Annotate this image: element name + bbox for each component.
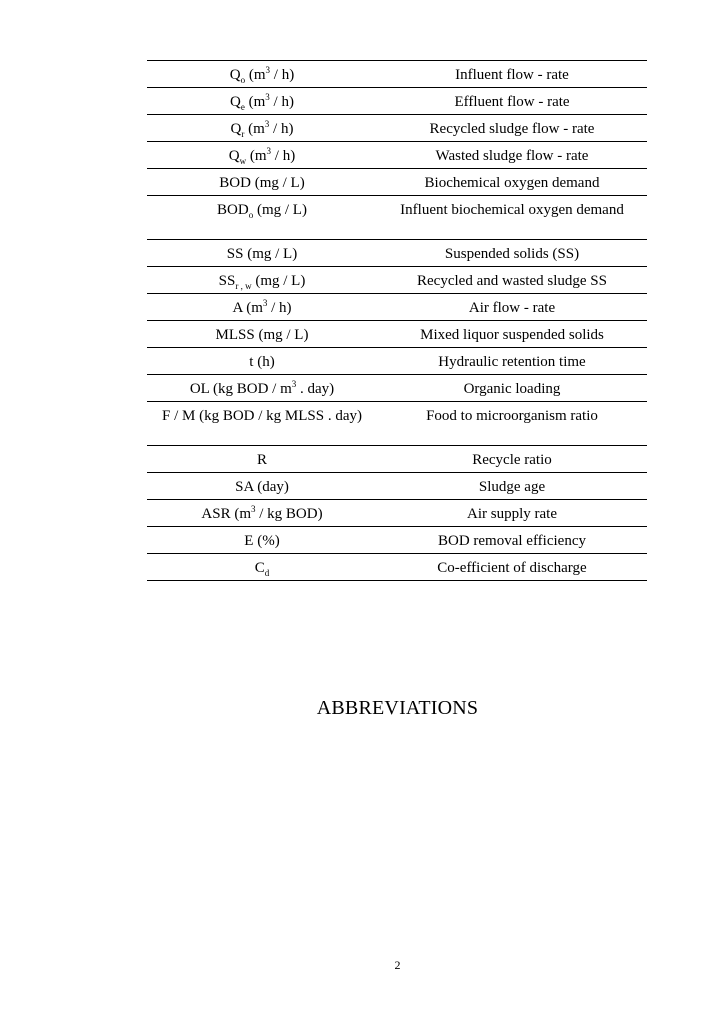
table-row — [147, 402, 647, 446]
symbol-tail: . day) — [296, 381, 335, 397]
symbol-text — [249, 352, 274, 372]
description-cell: Air supply rate — [377, 500, 647, 527]
description-cell: Sludge age — [377, 473, 647, 500]
symbol-cell — [147, 240, 377, 267]
symbol-cell — [147, 500, 377, 527]
table-row — [147, 554, 647, 581]
symbol-tail: / h) — [269, 94, 294, 110]
symbol-superscript: 3 — [251, 504, 256, 514]
symbol-superscript: 3 — [265, 92, 270, 102]
symbol-tail: / h) — [269, 121, 294, 137]
symbol-main: BOD — [217, 202, 249, 218]
symbol-cell — [147, 115, 377, 142]
symbol-main: BOD (mg / L) — [219, 175, 305, 191]
symbol-subscript: d — [264, 568, 270, 578]
table-row — [147, 267, 647, 294]
symbol-superscript: 3 — [265, 65, 271, 75]
symbol-rest: (m — [244, 94, 266, 110]
symbol-main: E (%) — [244, 533, 280, 549]
symbol-text — [201, 504, 322, 524]
table-body — [147, 61, 647, 581]
description-cell: Recycled sludge flow - rate — [377, 115, 647, 142]
symbol-subscript: r , w — [235, 281, 252, 291]
symbol-text — [190, 379, 334, 399]
symbol-text — [257, 450, 267, 470]
description-cell: Wasted sludge flow - rate — [377, 142, 647, 169]
symbol-main: Q — [229, 67, 241, 83]
symbol-text — [219, 173, 304, 193]
symbol-cell — [147, 88, 377, 115]
symbol-superscript: 3 — [266, 146, 272, 156]
table-row — [147, 321, 647, 348]
symbol-text — [229, 146, 295, 166]
symbol-subscript: w — [239, 156, 247, 166]
description-cell: Influent biochemical oxygen demand — [377, 196, 647, 240]
table-row — [147, 61, 647, 88]
symbol-tail: / kg BOD) — [255, 506, 323, 522]
symbol-main: C — [254, 560, 265, 576]
symbol-main: OL (kg BOD / m — [189, 381, 292, 397]
table-row — [147, 196, 647, 240]
symbol-cell — [147, 196, 377, 240]
symbol-cell — [147, 142, 377, 169]
symbol-cell — [147, 348, 377, 375]
symbol-text — [231, 119, 294, 139]
table-row — [147, 142, 647, 169]
symbol-cell — [147, 402, 377, 446]
abbreviations-table — [147, 60, 647, 581]
symbol-cell — [147, 321, 377, 348]
table-row — [147, 527, 647, 554]
table-row — [147, 294, 647, 321]
symbol-cell — [147, 267, 377, 294]
table-row — [147, 348, 647, 375]
symbol-main: SS — [218, 273, 236, 289]
symbol-superscript: 3 — [291, 379, 297, 389]
symbol-main: Q — [230, 121, 242, 137]
description-cell: Biochemical oxygen demand — [377, 169, 647, 196]
symbol-tail: / h) — [270, 67, 295, 83]
symbol-main: t (h) — [249, 354, 275, 370]
symbol-cell — [147, 61, 377, 88]
symbol-tail: / h) — [271, 148, 296, 164]
symbol-text — [230, 65, 294, 85]
symbol-subscript: o — [248, 210, 254, 220]
symbol-subscript: e — [240, 102, 245, 112]
symbol-main: SA (day) — [235, 479, 289, 495]
symbol-rest: (m — [245, 67, 266, 83]
description-cell: Air flow - rate — [377, 294, 647, 321]
table-row — [147, 115, 647, 142]
symbol-cell — [147, 446, 377, 473]
symbol-cell — [147, 169, 377, 196]
symbol-superscript: 3 — [262, 298, 268, 308]
table-row — [147, 375, 647, 402]
table-row — [147, 446, 647, 473]
symbol-text — [255, 558, 270, 578]
symbol-text — [162, 406, 362, 426]
table-row — [147, 88, 647, 115]
symbol-text — [244, 531, 279, 551]
symbol-main: MLSS (mg / L) — [215, 327, 309, 343]
symbol-cell — [147, 375, 377, 402]
symbol-cell — [147, 473, 377, 500]
symbol-tail: / h) — [267, 300, 292, 316]
symbol-subscript: r — [241, 129, 245, 139]
table-row — [147, 473, 647, 500]
description-cell: Organic loading — [377, 375, 647, 402]
symbol-subscript: o — [240, 75, 246, 85]
page-title: ABBREVIATIONS — [316, 697, 479, 719]
symbol-main: R — [256, 452, 267, 468]
symbol-cell — [147, 527, 377, 554]
description-cell: Influent flow - rate — [377, 61, 647, 88]
description-cell: Food to microorganism ratio — [377, 402, 647, 446]
table-row — [147, 500, 647, 527]
symbol-main: ASR (m — [201, 506, 251, 522]
symbol-main: Q — [230, 94, 241, 110]
symbol-cell — [147, 554, 377, 581]
symbol-text — [232, 298, 291, 318]
symbol-text — [235, 477, 289, 497]
table-row — [147, 169, 647, 196]
symbol-text — [217, 200, 307, 220]
symbol-rest: (mg / L) — [251, 273, 306, 289]
symbol-text — [219, 271, 306, 291]
page-number: 2 — [394, 958, 401, 972]
description-cell: Recycled and wasted sludge SS — [377, 267, 647, 294]
symbol-rest: (m — [246, 148, 267, 164]
symbol-main: Q — [228, 148, 240, 164]
symbol-text — [230, 92, 294, 112]
description-cell: Co-efficient of discharge — [377, 554, 647, 581]
symbol-rest: (m — [244, 121, 265, 137]
description-cell: BOD removal efficiency — [377, 527, 647, 554]
description-cell: Effluent flow - rate — [377, 88, 647, 115]
symbol-main: A (m — [232, 300, 263, 316]
symbol-main: F / M (kg BOD / kg MLSS . day) — [161, 408, 363, 424]
symbol-main: SS (mg / L) — [226, 246, 298, 262]
description-cell: Mixed liquor suspended solids — [377, 321, 647, 348]
symbol-text — [227, 244, 297, 264]
symbol-rest: (mg / L) — [253, 202, 307, 218]
symbol-text — [216, 325, 309, 345]
description-cell: Recycle ratio — [377, 446, 647, 473]
symbol-superscript: 3 — [264, 119, 270, 129]
symbol-cell — [147, 294, 377, 321]
description-cell: Suspended solids (SS) — [377, 240, 647, 267]
description-cell: Hydraulic retention time — [377, 348, 647, 375]
table-row — [147, 240, 647, 267]
